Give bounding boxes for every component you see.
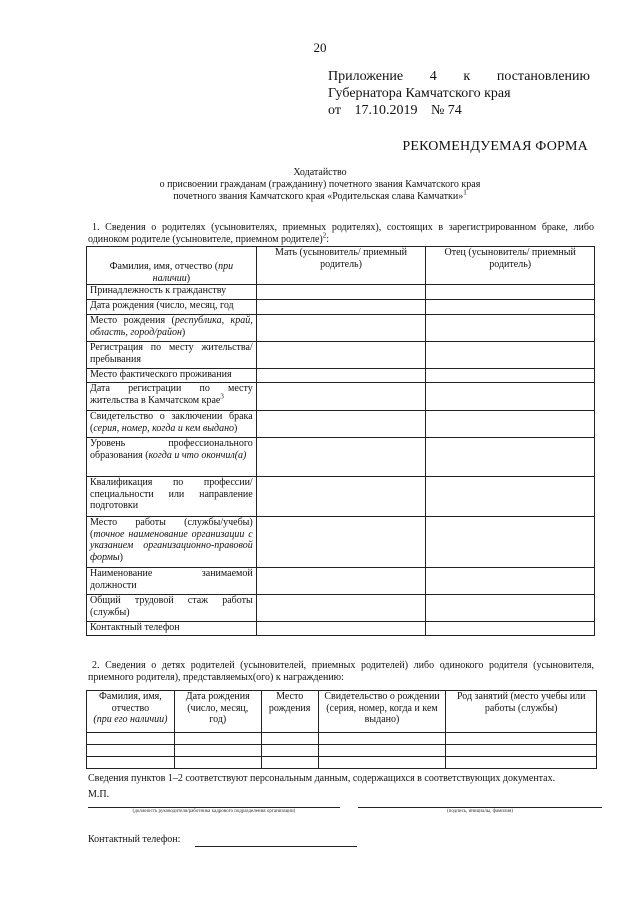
row-birthplace-label: Место рождения (республика, край, область, город/район)	[87, 315, 257, 342]
appendix-block	[328, 68, 590, 119]
row-name-label: Фамилия, имя, отчество (при наличии)	[87, 247, 257, 285]
table-row	[87, 383, 595, 411]
col-child-certificate-header: Свидетельство о рождении (серия, номер, когда и кем выдано)	[318, 691, 446, 733]
footnote-mark: 1	[463, 188, 467, 197]
row-marriage-label: Свидетельство о заключении брака (серия, номер, когда и кем выдано)	[87, 411, 257, 438]
table-row	[87, 622, 595, 636]
input-cell[interactable]	[426, 517, 595, 568]
col-child-birthdate-header: Дата рождения (число, месяц, год)	[174, 691, 261, 733]
table-row	[87, 745, 597, 757]
appendix-word: постановлению	[496, 69, 590, 84]
input-cell[interactable]	[256, 477, 426, 517]
contact-phone-line[interactable]	[195, 846, 357, 847]
input-cell[interactable]	[261, 733, 318, 745]
input-cell[interactable]	[426, 595, 595, 622]
input-cell[interactable]	[426, 315, 595, 342]
input-cell[interactable]	[318, 745, 446, 757]
row-education-label: Уровень профессионального образования (когда и что окончил(а)	[87, 438, 257, 477]
petition-title: Ходатайство	[293, 167, 347, 178]
row-citizenship-label: Принадлежность к гражданству	[87, 285, 257, 300]
input-cell[interactable]	[426, 622, 595, 636]
input-cell[interactable]	[318, 757, 446, 769]
input-cell[interactable]	[174, 757, 261, 769]
input-cell[interactable]	[318, 733, 446, 745]
parents-table	[86, 246, 595, 636]
page-number: 20	[313, 40, 327, 55]
table-row	[87, 568, 595, 595]
row-phone-label: Контактный телефон	[87, 622, 257, 636]
signature-line[interactable]	[358, 807, 602, 808]
recommended-form-heading: РЕКОМЕНДУЕМАЯ ФОРМА	[402, 139, 588, 154]
petition-line-2: о присвоении гражданам (гражданину) почетного звания Камчатского края	[159, 179, 481, 190]
table-row	[87, 517, 595, 568]
petition-line-3-text: почетного звания Камчатского края «Родительская слава Камчатки»	[173, 191, 464, 202]
table-row	[87, 438, 595, 477]
contact-phone-label: Контактный телефон:	[88, 834, 181, 845]
table-row	[87, 247, 595, 285]
personal-data-note: Сведения пунктов 1–2 соответствуют персональным данным, содержащихся в соответствующих документах.	[88, 773, 556, 784]
col-father-header: Отец (усыновитель/ приемный родитель)	[426, 247, 595, 285]
row-work-label: Место работы (службы/учебы) (точное наименование организации с указанием организационно-правовой формы)	[87, 517, 257, 568]
input-cell[interactable]	[446, 733, 597, 745]
appendix-line-3	[328, 102, 590, 119]
table-row	[87, 757, 597, 769]
table-row	[87, 342, 595, 369]
row-residence-label: Место фактического проживания	[87, 369, 257, 383]
table-row	[87, 595, 595, 622]
input-cell[interactable]	[87, 733, 175, 745]
section-2-heading	[88, 660, 594, 684]
row-experience-label: Общий трудовой стаж работы (службы)	[87, 595, 257, 622]
input-cell[interactable]	[87, 757, 175, 769]
input-cell[interactable]	[261, 757, 318, 769]
petition-heading	[0, 167, 640, 203]
table-row	[87, 477, 595, 517]
input-cell[interactable]	[446, 745, 597, 757]
row-position-label: Наименование занимаемой должности	[87, 568, 257, 595]
input-cell[interactable]	[426, 477, 595, 517]
input-cell[interactable]	[426, 369, 595, 383]
table-row	[87, 733, 597, 745]
table-row	[87, 315, 595, 342]
input-cell[interactable]	[256, 285, 426, 300]
table-row	[87, 369, 595, 383]
input-cell[interactable]	[426, 342, 595, 369]
col-child-birthplace-header: Место рождения	[261, 691, 318, 733]
input-cell[interactable]	[256, 622, 426, 636]
appendix-line-1	[328, 68, 590, 85]
table-row	[87, 300, 595, 315]
input-cell[interactable]	[256, 595, 426, 622]
section-2-text: 2. Сведения о детях родителей (усыновителей, приемных родителей) либо одинокого родителя (усыновителя, приемного родителя), представляемых(ого) к награждению:	[88, 660, 594, 683]
table-row	[87, 691, 597, 733]
position-signature-line[interactable]	[88, 807, 340, 808]
row-regdate-label: Дата регистрации по месту жительства в Камчатском крае$^3$	[87, 383, 257, 411]
input-cell[interactable]	[174, 745, 261, 757]
position-caption: (должность руководителя/работника кадрового подразделения организации)	[132, 809, 296, 814]
appendix-word: 4	[429, 69, 437, 84]
col-mother-header: Мать (усыновитель/ приемный родитель)	[256, 247, 426, 285]
col-child-name-header: Фамилия, имя, отчество (при его наличии)	[87, 691, 175, 733]
section-1-heading	[88, 222, 594, 246]
input-cell[interactable]	[256, 315, 426, 342]
children-table	[86, 690, 597, 769]
appendix-from: от	[328, 103, 341, 118]
input-cell[interactable]	[87, 745, 175, 757]
input-cell[interactable]	[256, 369, 426, 383]
input-cell[interactable]	[256, 342, 426, 369]
section-1-tail: :	[326, 234, 329, 245]
input-cell[interactable]	[256, 517, 426, 568]
input-cell[interactable]	[426, 300, 595, 315]
appendix-number: № 74	[430, 103, 462, 118]
input-cell[interactable]	[426, 411, 595, 438]
input-cell[interactable]	[446, 757, 597, 769]
section-1-text: 1. Сведения о родителях (усыновителях, приемных родителях), состоящих в зарегистрированном браке, либо одиноком родителе (усыновителе, приемном родителе)	[88, 222, 594, 245]
row-qualification-label: Квалификация по профессии/специальности или направление подготовки	[87, 477, 257, 517]
input-cell[interactable]	[261, 745, 318, 757]
table-row	[87, 285, 595, 300]
input-cell[interactable]	[426, 438, 595, 477]
appendix-word: к	[463, 69, 471, 84]
appendix-word: Приложение	[328, 69, 404, 84]
appendix-line-2: Губернатора Камчатского края	[328, 86, 511, 101]
petition-line-3	[0, 188, 640, 203]
input-cell[interactable]	[256, 300, 426, 315]
input-cell[interactable]	[426, 568, 595, 595]
footnote-mark: 2	[322, 231, 327, 240]
input-cell[interactable]	[256, 383, 426, 411]
input-cell[interactable]	[426, 285, 595, 300]
input-cell[interactable]	[426, 383, 595, 411]
col-child-occupation-header: Род занятий (место учебы или работы (службы)	[446, 691, 597, 733]
input-cell[interactable]	[256, 438, 426, 477]
row-birthdate-label: Дата рождения (число, месяц, год	[87, 300, 257, 315]
input-cell[interactable]	[256, 411, 426, 438]
table-row	[87, 411, 595, 438]
stamp-place-label: М.П.	[88, 789, 110, 800]
signature-caption: (подпись, инициалы, фамилия)	[446, 809, 514, 814]
row-registration-label: Регистрация по месту жительства/пребывания	[87, 342, 257, 369]
appendix-date: 17.10.2019	[354, 103, 418, 118]
input-cell[interactable]	[256, 568, 426, 595]
input-cell[interactable]	[174, 733, 261, 745]
